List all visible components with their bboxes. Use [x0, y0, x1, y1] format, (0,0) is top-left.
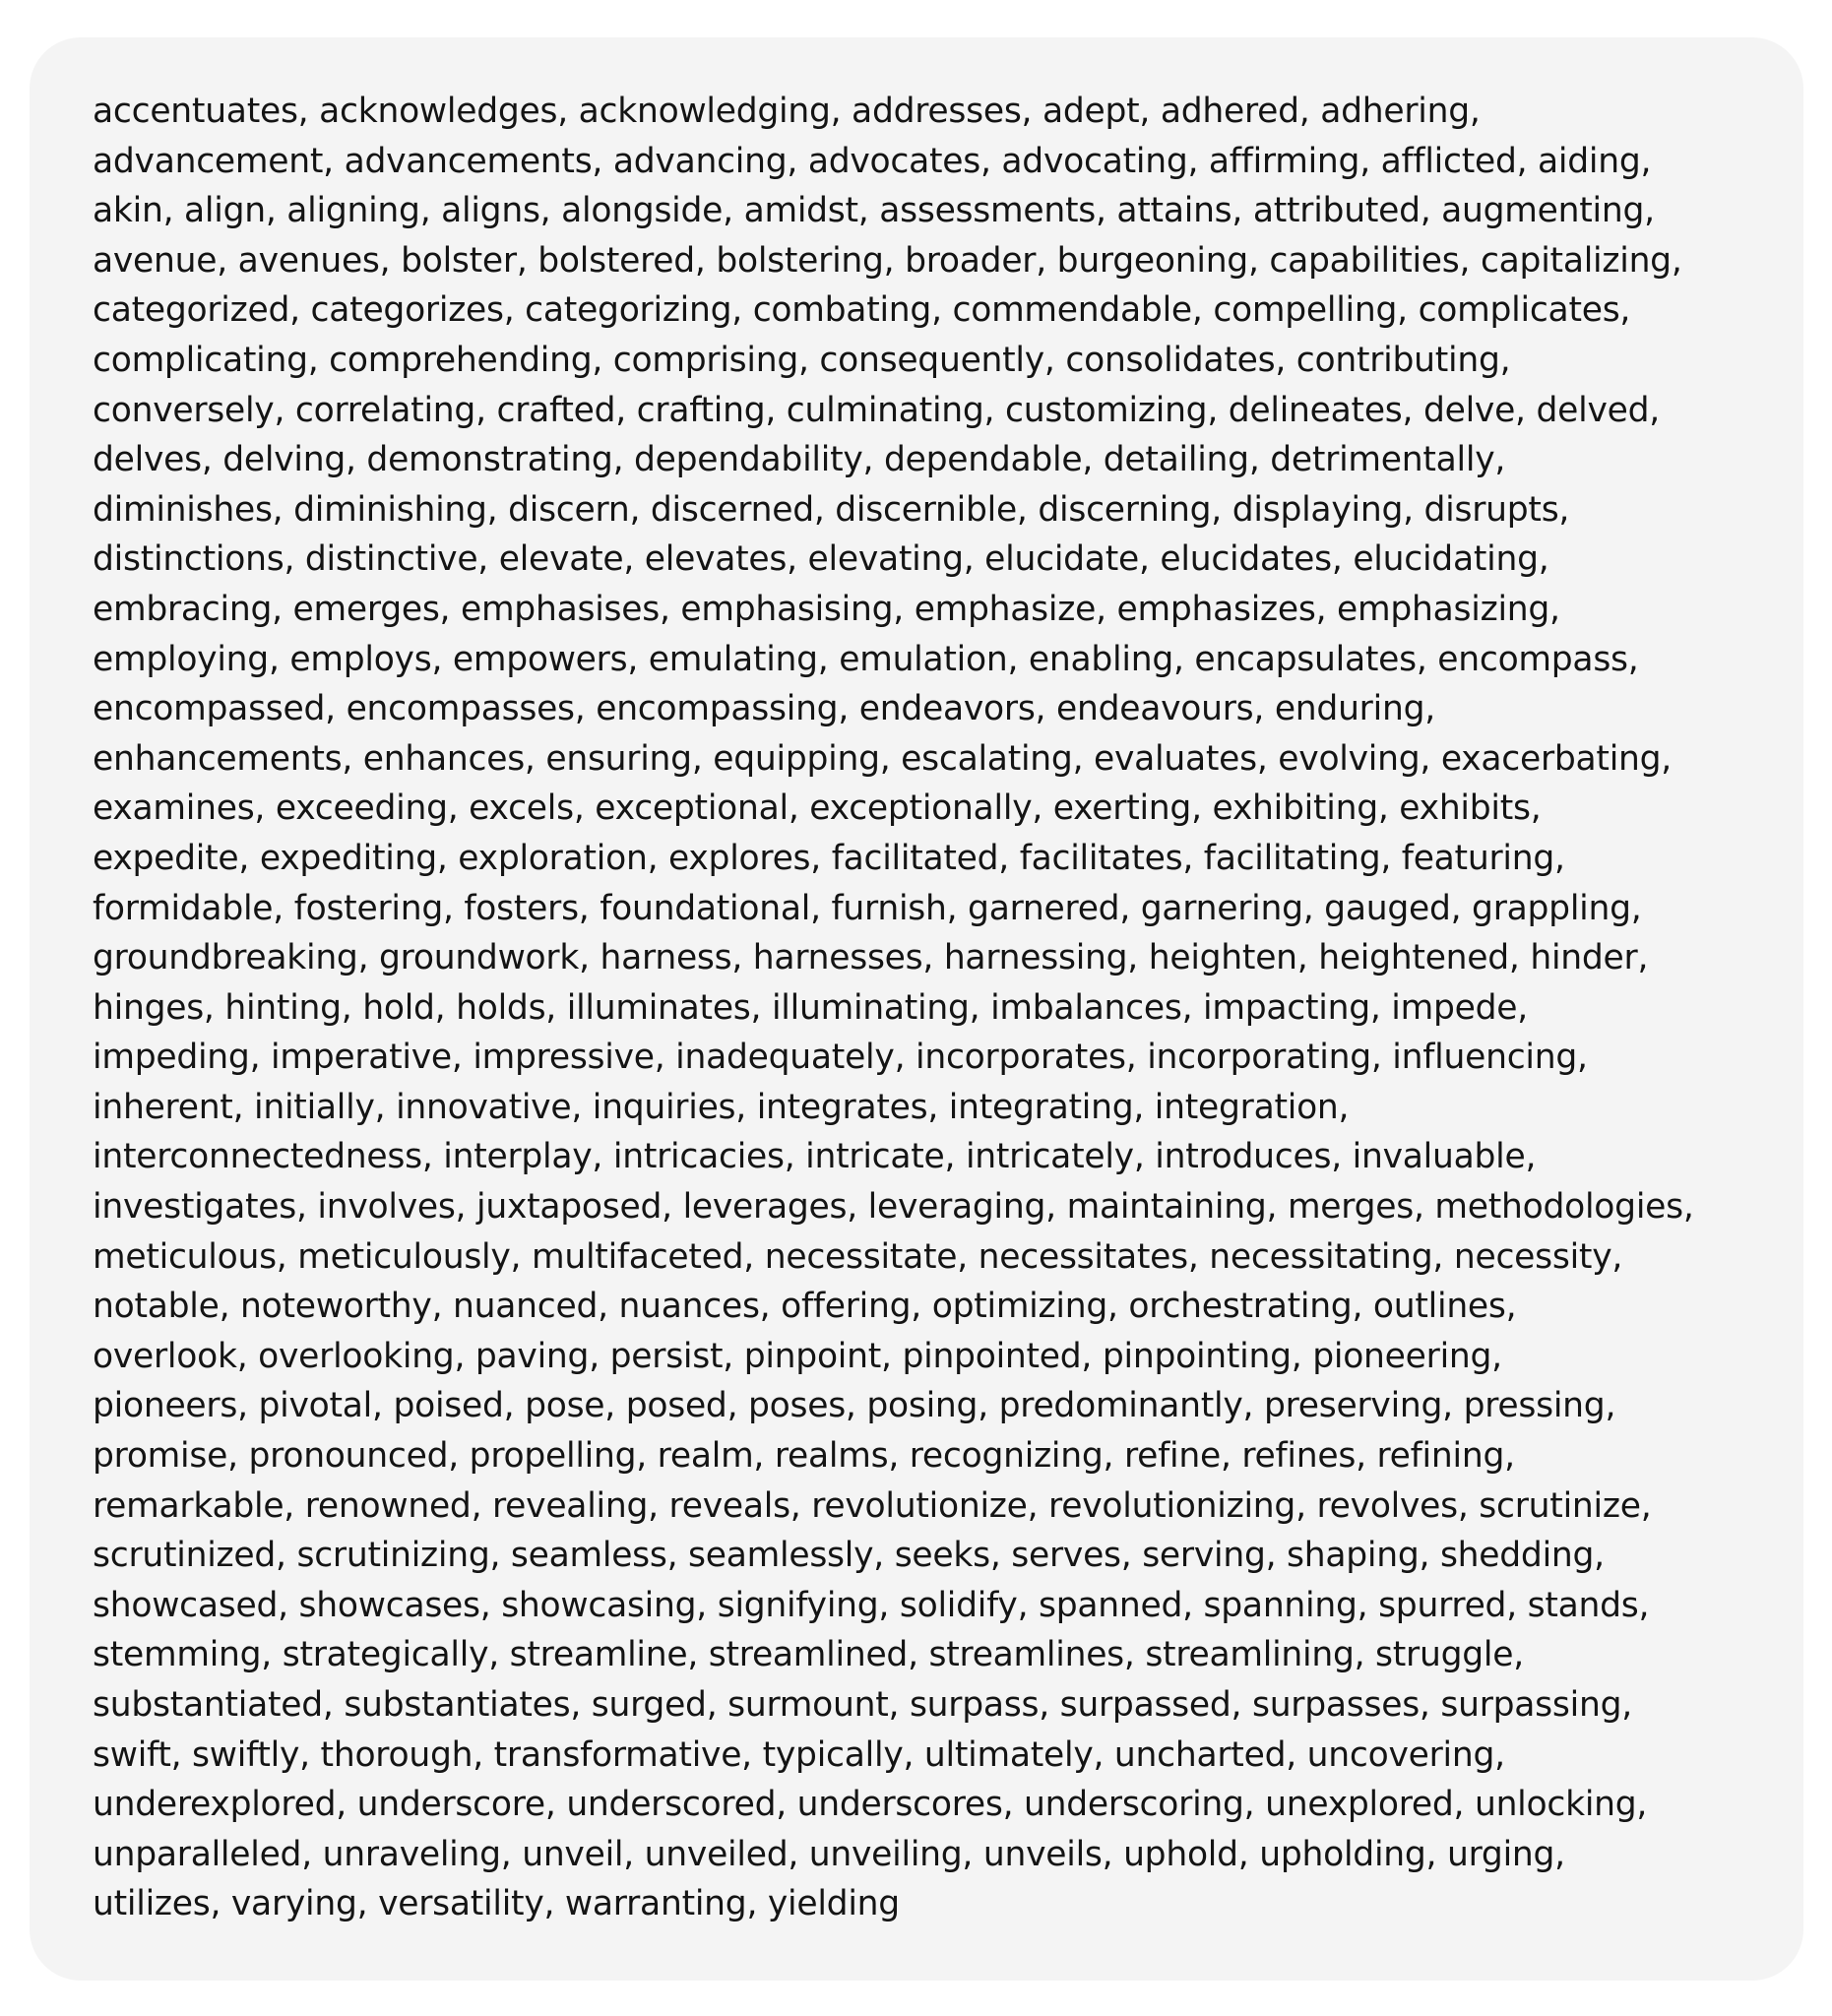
- word-list-line: substantiated, substantiates, surged, surmount, surpass, surpassed, surpasses, surpassing,: [93, 1685, 1632, 1725]
- word-list-line: formidable, fostering, fosters, foundational, furnish, garnered, garnering, gauged, grappling,: [93, 888, 1642, 928]
- word-list-line: diminishes, diminishing, discern, discerned, discernible, discerning, displaying, disrupts,: [93, 489, 1570, 530]
- word-list-line: akin, align, aligning, aligns, alongside, amidst, assessments, attains, attributed, augmenting,: [93, 191, 1655, 231]
- word-list-line: investigates, involves, juxtaposed, leverages, leveraging, maintaining, merges, methodologies,: [93, 1187, 1694, 1228]
- word-list-line: expedite, expediting, exploration, explores, facilitated, facilitates, facilitating, featuring,: [93, 838, 1565, 878]
- word-list-line: inherent, initially, innovative, inquiries, integrates, integrating, integration,: [93, 1087, 1350, 1127]
- word-list-line: promise, pronounced, propelling, realm, realms, recognizing, refine, refines, refining,: [93, 1436, 1515, 1477]
- word-list-line: hinges, hinting, hold, holds, illuminates, illuminating, imbalances, impacting, impede,: [93, 987, 1528, 1028]
- word-list-line: showcased, showcases, showcasing, signifying, solidify, spanned, spanning, spurred, stands,: [93, 1585, 1650, 1625]
- word-list-line: delves, delving, demonstrating, dependability, dependable, detailing, detrimentally,: [93, 440, 1506, 480]
- word-list-line: overlook, overlooking, paving, persist, pinpoint, pinpointed, pinpointing, pioneering,: [93, 1336, 1502, 1376]
- word-list-line: pioneers, pivotal, poised, pose, posed, poses, posing, predominantly, preserving, pressing,: [93, 1386, 1616, 1426]
- word-list-line: enhancements, enhances, ensuring, equipping, escalating, evaluates, evolving, exacerbating,: [93, 738, 1673, 779]
- word-list-line: employing, employs, empowers, emulating, emulation, enabling, encapsulates, encompass,: [93, 639, 1639, 679]
- word-list-line: utilizes, varying, versatility, warranting, yielding: [93, 1884, 900, 1924]
- word-list-line: categorized, categorizes, categorizing, combating, commendable, compelling, complicates,: [93, 290, 1631, 331]
- word-list: [93, 87, 1746, 1929]
- word-list-line: unparalleled, unraveling, unveil, unveiled, unveiling, unveils, uphold, upholding, urging,: [93, 1834, 1565, 1874]
- word-list-line: meticulous, meticulously, multifaceted, necessitate, necessitates, necessitating, necessity,: [93, 1236, 1623, 1277]
- word-list-line: underexplored, underscore, underscored, underscores, underscoring, unexplored, unlocking,: [93, 1785, 1648, 1825]
- word-list-line: accentuates, acknowledges, acknowledging, addresses, adept, adhered, adhering,: [93, 92, 1481, 131]
- word-list-line: stemming, strategically, streamline, streamlined, streamlines, streamlining, struggle,: [93, 1635, 1524, 1675]
- word-list-line: remarkable, renowned, revealing, reveals, revolutionize, revolutionizing, revolves, scrutinize,: [93, 1485, 1652, 1526]
- word-list-line: avenue, avenues, bolster, bolstered, bolstering, broader, burgeoning, capabilities, capitalizing,: [93, 240, 1682, 281]
- word-list-line: impeding, imperative, impressive, inadequately, incorporates, incorporating, influencing,: [93, 1038, 1588, 1078]
- word-list-line: conversely, correlating, crafted, crafting, culminating, customizing, delineates, delve, delved,: [93, 390, 1660, 430]
- word-list-line: swift, swiftly, thorough, transformative, typically, ultimately, uncharted, uncovering,: [93, 1734, 1505, 1775]
- word-list-line: encompassed, encompasses, encompassing, endeavors, endeavours, enduring,: [93, 689, 1435, 729]
- word-list-line: interconnectedness, interplay, intricacies, intricate, intricately, introduces, invaluable,: [93, 1137, 1537, 1177]
- word-list-line: complicating, comprehending, comprising, consequently, consolidates, contributing,: [93, 340, 1511, 380]
- word-list-line: scrutinized, scrutinizing, seamless, seamlessly, seeks, serves, serving, shaping, shedding,: [93, 1536, 1605, 1576]
- word-list-line: groundbreaking, groundwork, harness, harnesses, harnessing, heighten, heightened, hinder,: [93, 938, 1649, 978]
- word-list-line: advancement, advancements, advancing, advocates, advocating, affirming, afflicted, aiding,: [93, 141, 1652, 181]
- word-list-card: [30, 37, 1803, 1981]
- word-list-line: embracing, emerges, emphasises, emphasising, emphasize, emphasizes, emphasizing,: [93, 589, 1560, 629]
- word-list-line: notable, noteworthy, nuanced, nuances, offering, optimizing, orchestrating, outlines,: [93, 1287, 1517, 1327]
- word-list-line: distinctions, distinctive, elevate, elevates, elevating, elucidate, elucidates, elucidating,: [93, 539, 1549, 580]
- word-list-line: examines, exceeding, excels, exceptional, exceptionally, exerting, exhibiting, exhibits,: [93, 788, 1542, 829]
